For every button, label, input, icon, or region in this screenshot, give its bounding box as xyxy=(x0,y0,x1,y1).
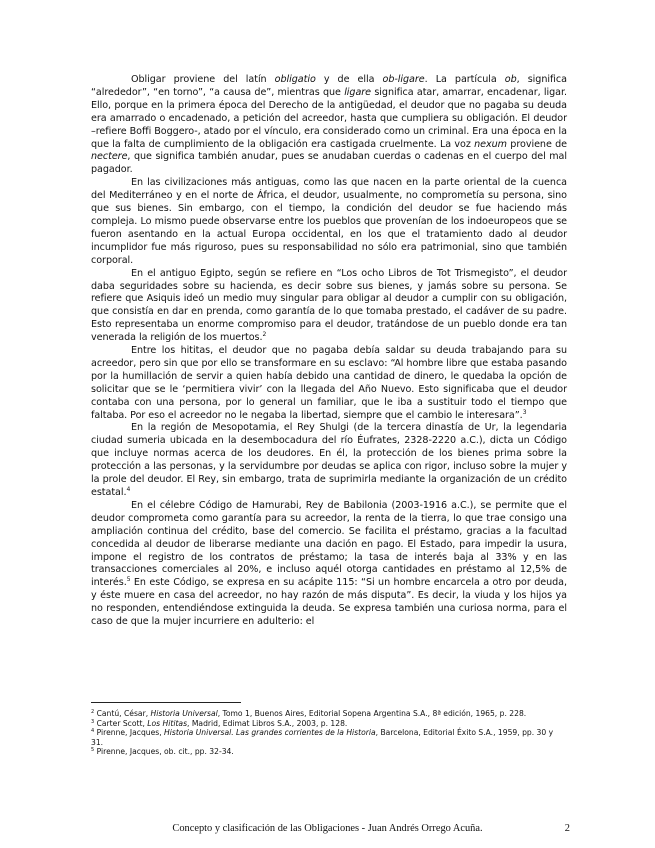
text-run: En las civilizaciones más antiguas, como las que nacen en la parte oriental de la cuenca del Mediterráneo y en el norte de África, el deudor, usualmente, no comprometía su persona, sino que sus bienes. Sin embargo, con el tiempo, la condición del deudor se fue haciendo más compleja. Lo mismo puede observarse entre los pueblos que provenían de los indoeuropeos que se fueron asentando en la actual Europa occidental, en los que el tratamiento dado al deudor incumplidor fue más riguroso, pues su responsabilidad no sólo era patrimonial, sino que también corporal. xyxy=(91,177,567,266)
text-run: Obligar proviene del latín xyxy=(131,74,275,85)
page-footer xyxy=(0,823,655,837)
text-run: En este Código, se expresa en su acápite 115: “Si un hombre encarcela a otro por deuda, y éste muere en casa del acreedor, no hay razón de más disputa”. Es decir, la viuda y los hijos ya no responden, entendiéndose extinguida la deuda. Se expresa también una curiosa norma, para el caso de que la mujer incurriere en adulterio: el xyxy=(91,577,567,628)
footnote xyxy=(91,747,567,757)
footnote-marker: 4 xyxy=(91,728,95,734)
text-run: proviene de xyxy=(506,138,567,150)
paragraph xyxy=(91,422,567,499)
text-run: y de ella xyxy=(315,74,383,85)
text-run: Pirenne, Jacques, xyxy=(94,728,165,737)
paragraph xyxy=(91,177,567,267)
footnote-marker: 2 xyxy=(91,709,95,715)
paragraph xyxy=(91,345,567,422)
italic-text: nectere xyxy=(91,151,128,163)
footer-text: Concepto y clasificación de las Obligaciones - Juan Andrés Orrego Acuña. xyxy=(172,823,483,834)
footnote-marker: 4 xyxy=(126,486,131,493)
text-run: En la región de Mesopotamia, el Rey Shulgi (de la tercera dinastía de Ur, la legendaria ciudad sumeria ubicada en la desembocadura del río Éufrates, 2328-2220 a.C.), dicta un Código que incluye normas acerca de los deudores. En él, la protección de los bienes prima sobre la protección a las personas, y la servidumbre por deudas se aplica con rigor, incluso sobre la mujer y la prole del deudor. El Rey, sin embargo, trata de suprimirla mediante la organización de un crédito estatal. xyxy=(91,422,567,498)
footnotes xyxy=(91,702,567,757)
text-run: Entre los hititas, el deudor que no pagaba debía saldar su deuda trabajando para su acreedor, pero sin que por ello se transformare en su esclavo: “Al hombre libre que estaba pasando por la humillación de servir a quien había debido una cantidad de dinero, le quedaba la opción de solicitar que se le ‘permitiera vivir’ con la llegada del Año Nuevo. Esto significaba que el deudor contaba con una persona, por lo general un familiar, que le iba a sustituir todo el tiempo que faltaba. Por eso el acreedor no le negaba la libertad, siempre que el cambio le interesara”. xyxy=(91,345,567,421)
italic-text: obligatio xyxy=(274,74,316,85)
footnote-marker: 3 xyxy=(522,408,527,416)
italic-text: nexum xyxy=(474,138,507,150)
paragraph xyxy=(91,268,567,345)
footnote-separator xyxy=(91,702,241,703)
text-run: Pirenne, Jacques, ob. cit., pp. 32-34. xyxy=(94,747,234,756)
text-run: . La partícula xyxy=(424,74,505,85)
text-run: En el célebre Código de Hamurabi, Rey de Babilonia (2003-1916 a.C.), se permite que el deudor comprometa como garantía para su acreedor, la renta de la tierra, lo que trae consigo una ampliación continua del crédito, base del comercio. Se facilita el préstamo, gracias a la facultad concedida al deudor de liberarse mediante una dación en pago. El Estado, para impedir la usura, impone el registro de los contratos de préstamo; la tasa de interés baja al 33% y en las transacciones comerciales al 20%, e incluso aquél otorga cantidades en préstamo al 12,5% de interés. xyxy=(91,499,567,589)
footnote xyxy=(91,719,567,729)
text-run: significa atar, amarrar, encadenar, ligar. Ello, porque en la primera época del Derecho de la antigüedad, el deudor que no pagaba su deuda era amarrado o encadenado, a petición del acreedor, hasta que cumpliera su obligación. El deudor –refiere Boffi Boggero-, atado por el vínculo, era considerado como un criminal. Era una época en la que la falta de cumplimiento de la obligación era castigada cruelmente. La voz xyxy=(91,86,567,150)
italic-text: ligare xyxy=(344,86,372,98)
italic-text: Historia Universal. Las grandes corrientes de la Historia xyxy=(164,728,376,737)
footnote-marker: 5 xyxy=(91,747,95,753)
text-run: , que significa también anudar, pues se anudaban cuerdas o cadenas en el cuerpo del mal pagador. xyxy=(91,151,567,176)
footnote-marker: 2 xyxy=(262,331,267,339)
italic-text: ob-ligare xyxy=(382,74,425,85)
footnote xyxy=(91,728,567,747)
italic-text: ob xyxy=(504,74,517,85)
footnote-marker: 3 xyxy=(91,718,95,725)
italic-text: Los Hititas xyxy=(147,718,188,728)
italic-text: Historia Universal xyxy=(150,709,218,718)
text-run: , Tomo 1, Buenos Aires, Editorial Sopena Argentina S.A., 8ª edición, 1965, p. 228. xyxy=(217,709,527,718)
text-run: En el antiguo Egipto, según se refiere en “Los ocho Libros de Tot Trismegisto”, el deudor daba seguridades sobre su hacienda, es decir sobre sus bienes, y jamás sobre su persona. Se refiere que Asiquis ideó un medio muy singular para obligar al deudor a cumplir con su obligación, que consistía en dar en prenda, como garantía de lo que tomaba prestado, el cadáver de su padre. Esto representaba un enorme compromiso para el deudor, tratándose de un pueblo donde era tan venerada la religión de los muertos. xyxy=(91,267,567,344)
footnote xyxy=(91,709,567,719)
text-run: , Madrid, Edimat Libros S.A., 2003, p. 128. xyxy=(187,718,348,728)
text-run: , Barcelona, Editorial Éxito S.A., 1959, pp. 30 y 31. xyxy=(91,728,554,747)
text-run: Carter Scott, xyxy=(94,718,148,728)
footnote-marker: 5 xyxy=(126,576,131,584)
body-text xyxy=(91,74,567,629)
text-run: , significa “alrededor”, “en torno”, “a causa de”, mientras que xyxy=(91,74,567,98)
paragraph xyxy=(91,74,567,177)
text-run: Cantú, César, xyxy=(94,709,151,718)
paragraph xyxy=(91,500,567,629)
page-number: 2 xyxy=(564,823,570,834)
